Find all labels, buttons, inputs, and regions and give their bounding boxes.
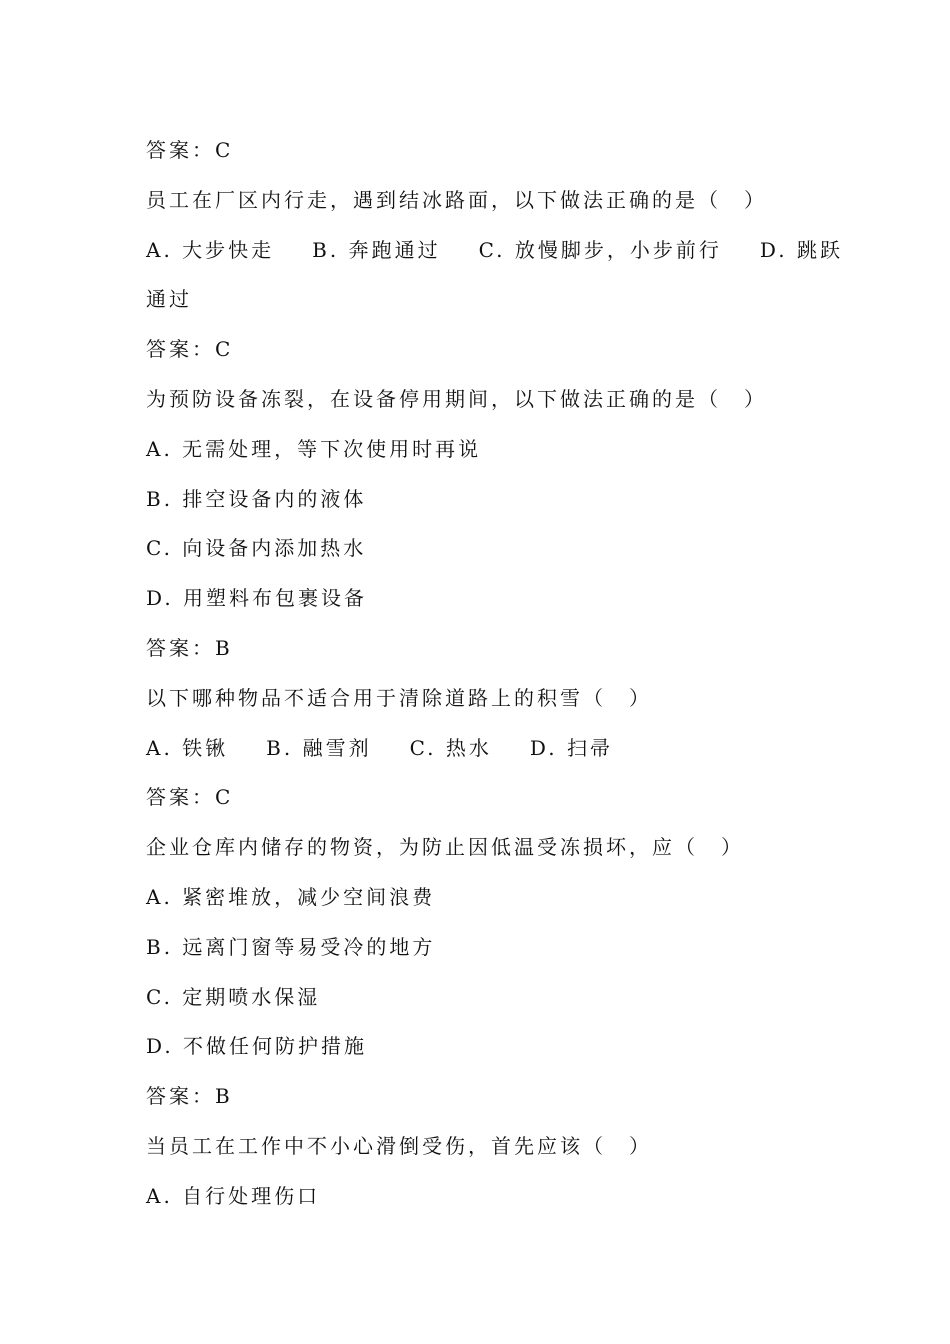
option-a: A. 大步快走	[146, 237, 275, 262]
options-row	[146, 226, 843, 276]
question-text: 企业仓库内储存的物资，为防止因低温受冻损坏，应（ ）	[146, 835, 744, 860]
options-row-continued: 通过	[146, 287, 192, 312]
option-d: D. 扫帚	[529, 735, 613, 760]
option-b: B. 融雪剂	[266, 735, 372, 760]
answer-line: 答案：B	[146, 635, 233, 660]
option-c: C. 热水	[409, 735, 492, 760]
answer-line: 答案：C	[146, 138, 234, 162]
answer-line: 答案：C	[146, 785, 234, 810]
option-a: A. 无需处理，等下次使用时再说	[146, 436, 482, 461]
options-row	[146, 724, 826, 774]
option-a: A. 自行处理伤口	[146, 1183, 321, 1208]
option-a: A. 铁锹	[146, 735, 229, 760]
question-text: 以下哪种物品不适合用于清除道路上的积雪（ ）	[146, 685, 652, 710]
option-b: B. 远离门窗等易受冷的地方	[146, 934, 436, 959]
option-c: C. 定期喷水保湿	[146, 984, 321, 1009]
option-b: B. 排空设备内的液体	[146, 486, 367, 511]
question-text: 为预防设备冻裂，在设备停用期间，以下做法正确的是（ ）	[146, 386, 767, 411]
option-b: B. 奔跑通过	[312, 237, 441, 262]
option-a: A. 紧密堆放，减少空间浪费	[146, 884, 436, 909]
option-d: D. 跳跃	[759, 237, 843, 262]
answer-line: 答案：C	[146, 337, 234, 362]
question-text: 员工在厂区内行走，遇到结冰路面，以下做法正确的是（ ）	[146, 187, 767, 212]
option-c: C. 放慢脚步，小步前行	[478, 237, 722, 262]
document-content	[146, 126, 843, 1222]
question-text: 当员工在工作中不小心滑倒受伤，首先应该（ ）	[146, 1133, 652, 1158]
answer-line: 答案：B	[146, 1084, 233, 1109]
option-c: C. 向设备内添加热水	[146, 536, 367, 561]
option-d: D. 不做任何防护措施	[146, 1034, 368, 1059]
option-d: D. 用塑料布包裹设备	[146, 586, 368, 611]
